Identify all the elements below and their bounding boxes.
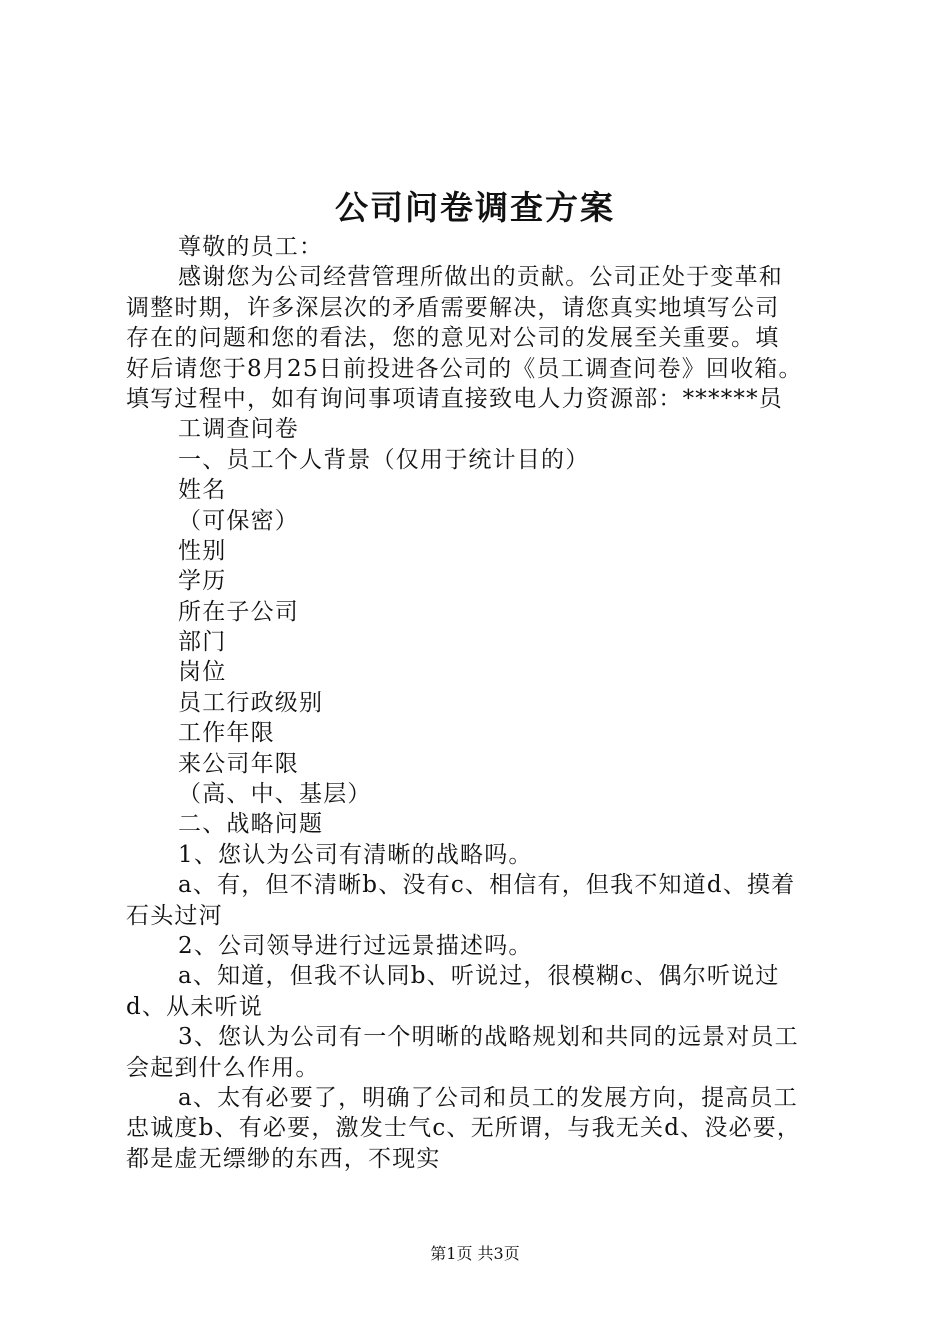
text-line: 性别 bbox=[178, 537, 227, 564]
text-line: d、从未听说 bbox=[126, 993, 263, 1020]
text-line: 石头过河 bbox=[126, 902, 223, 929]
text-line: （可保密） bbox=[178, 507, 299, 534]
text-line: 3、您认为公司有一个明晰的战略规划和共同的远景对员工 bbox=[178, 1024, 799, 1051]
text-line: 工作年限 bbox=[178, 720, 275, 747]
text-line: （高、中、基层） bbox=[178, 781, 372, 808]
text-line: 1、您认为公司有清晰的战略吗。 bbox=[178, 841, 533, 868]
page-title: 公司问卷调查方案 bbox=[335, 188, 615, 227]
text-line: 一、员工个人背景（仅用于统计目的） bbox=[178, 446, 590, 473]
text-line: 姓名 bbox=[178, 477, 227, 504]
text-line: 尊敬的员工： bbox=[178, 234, 324, 260]
text-line: 部门 bbox=[178, 629, 227, 656]
text-line: 二、战略问题 bbox=[178, 811, 324, 838]
text-line: 所在子公司 bbox=[178, 598, 299, 625]
text-line: 忠诚度b、有必要，激发士气c、无所谓，与我无关d、没必要， bbox=[126, 1115, 802, 1142]
text-line: 都是虚无缥缈的东西，不现实 bbox=[126, 1145, 441, 1172]
text-line: 填写过程中，如有询问事项请直接致电人力资源部：******员 bbox=[126, 385, 783, 412]
document-body bbox=[126, 232, 836, 1174]
text-line: 感谢您为公司经营管理所做出的贡献。公司正处于变革和 bbox=[178, 264, 783, 291]
page-footer: 第1页 共3页 bbox=[430, 1244, 520, 1263]
text-line: 来公司年限 bbox=[178, 750, 299, 777]
text-line: 调整时期，许多深层次的矛盾需要解决，请您真实地填写公司 bbox=[126, 294, 780, 321]
text-line: 员工行政级别 bbox=[178, 689, 324, 716]
text-line: 会起到什么作用。 bbox=[126, 1054, 320, 1081]
text-line: 存在的问题和您的看法，您的意见对公司的发展至关重要。填 bbox=[126, 325, 780, 352]
text-line: a、太有必要了，明确了公司和员工的发展方向，提高员工 bbox=[178, 1084, 798, 1111]
text-line: 工调查问卷 bbox=[178, 416, 299, 443]
text-line: 2、公司领导进行过远景描述吗。 bbox=[178, 932, 533, 959]
text-line: 岗位 bbox=[178, 659, 227, 686]
text-line: 学历 bbox=[178, 568, 227, 595]
text-line: a、知道，但我不认同b、听说过，很模糊c、偶尔听说过 bbox=[178, 963, 780, 990]
text-line: a、有，但不清晰b、没有c、相信有，但我不知道d、摸着 bbox=[178, 872, 796, 899]
text-line: 好后请您于8月25日前投进各公司的《员工调查问卷》回收箱。 bbox=[126, 355, 803, 382]
